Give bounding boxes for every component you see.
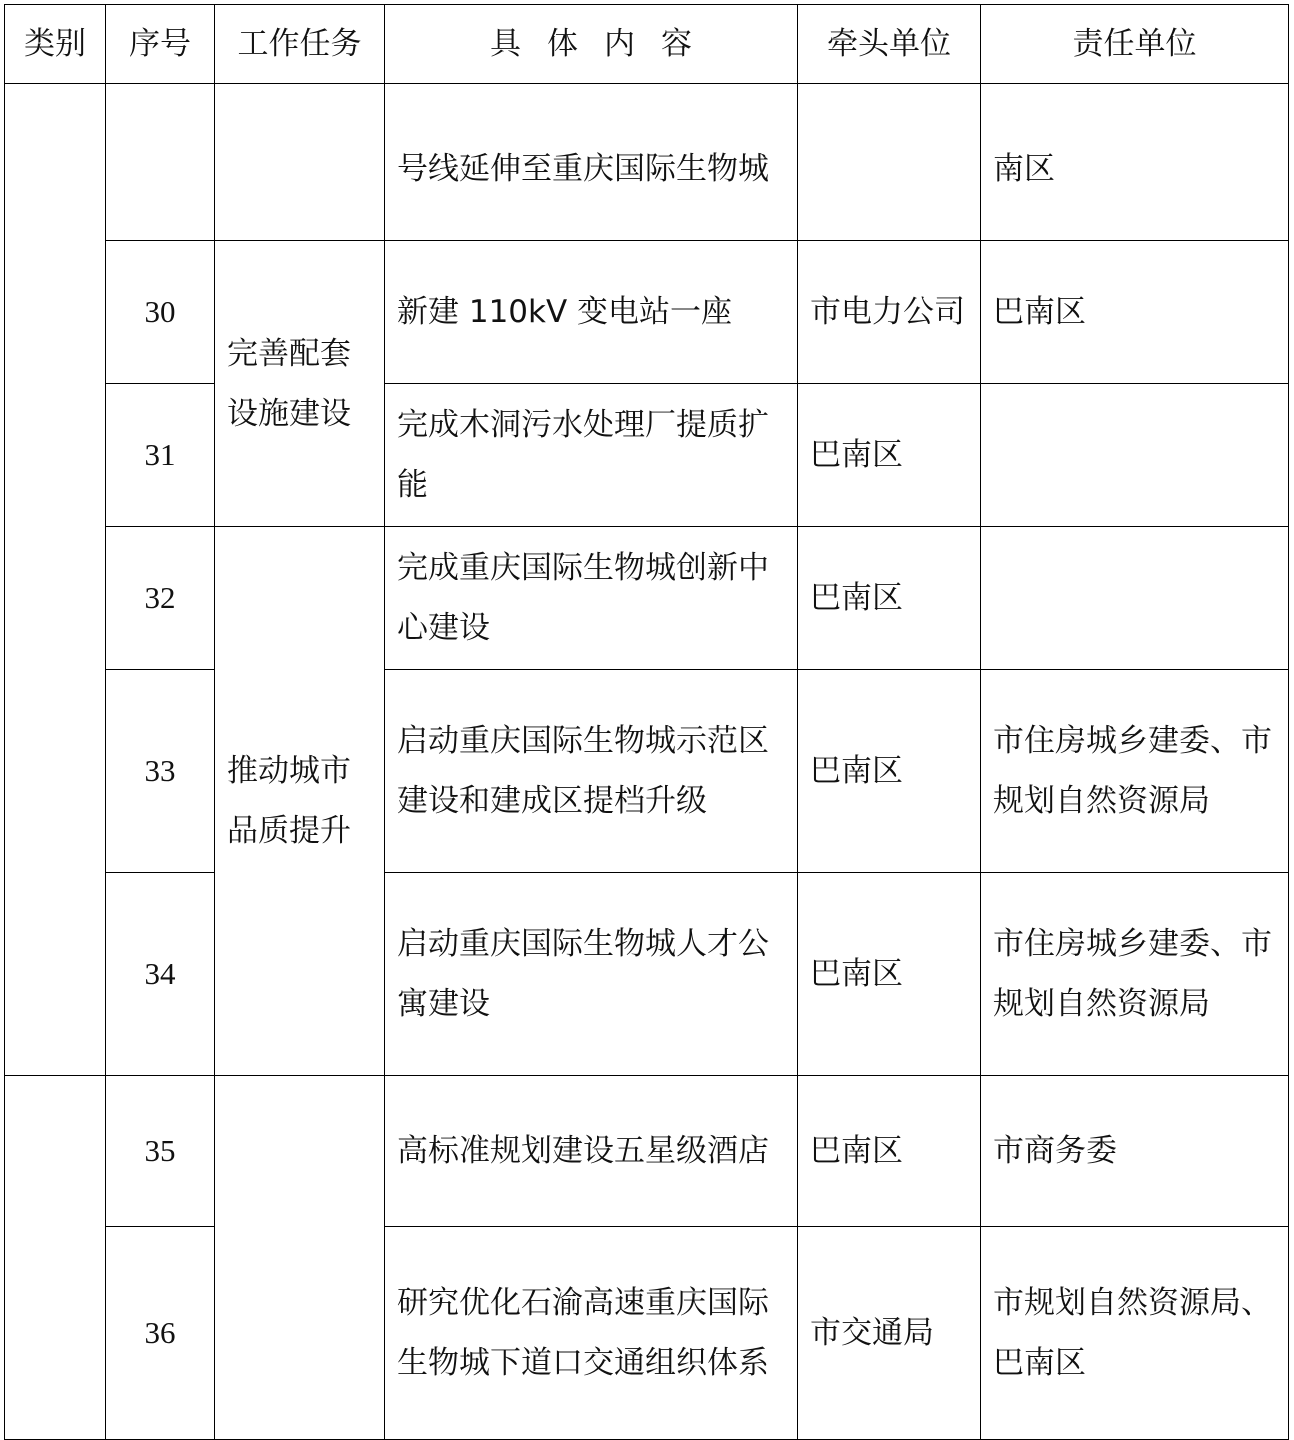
task-cell	[215, 1076, 385, 1440]
seq-cell: 31	[106, 384, 215, 527]
responsible-cell: 南区	[981, 84, 1289, 241]
content-cell: 研究优化石渝高速重庆国际生物城下道口交通组织体系	[385, 1227, 798, 1440]
seq-cell: 34	[106, 873, 215, 1076]
content-cell: 高标准规划建设五星级酒店	[385, 1076, 798, 1227]
content-cell: 号线延伸至重庆国际生物城	[385, 84, 798, 241]
category-cell	[5, 84, 106, 1076]
table-row	[5, 873, 1289, 1076]
table-row	[5, 241, 1289, 384]
table-row	[5, 1076, 1289, 1227]
table-row	[5, 84, 1289, 241]
lead-cell: 市电力公司	[798, 241, 981, 384]
responsible-cell	[981, 384, 1289, 527]
header-task: 工作任务	[215, 5, 385, 84]
header-seq: 序号	[106, 5, 215, 84]
content-cell: 启动重庆国际生物城人才公寓建设	[385, 873, 798, 1076]
seq-cell: 30	[106, 241, 215, 384]
table-row	[5, 670, 1289, 873]
header-content: 具体内容	[385, 5, 798, 84]
content-cell: 完成重庆国际生物城创新中心建设	[385, 527, 798, 670]
header-responsible: 责任单位	[981, 5, 1289, 84]
lead-cell: 巴南区	[798, 873, 981, 1076]
header-category: 类别	[5, 5, 106, 84]
lead-cell: 巴南区	[798, 527, 981, 670]
seq-cell	[106, 84, 215, 241]
task-cell: 推动城市品质提升	[215, 527, 385, 1076]
lead-cell: 巴南区	[798, 1076, 981, 1227]
responsible-cell: 市商务委	[981, 1076, 1289, 1227]
content-cell: 启动重庆国际生物城示范区建设和建成区提档升级	[385, 670, 798, 873]
seq-cell: 33	[106, 670, 215, 873]
lead-cell	[798, 84, 981, 241]
table-header-row	[5, 5, 1289, 84]
table-row	[5, 1227, 1289, 1440]
responsible-cell: 市规划自然资源局、巴南区	[981, 1227, 1289, 1440]
responsible-cell: 巴南区	[981, 241, 1289, 384]
lead-cell: 市交通局	[798, 1227, 981, 1440]
table-row	[5, 384, 1289, 527]
category-cell	[5, 1076, 106, 1440]
lead-cell: 巴南区	[798, 670, 981, 873]
seq-cell: 32	[106, 527, 215, 670]
task-cell: 完善配套设施建设	[215, 241, 385, 527]
responsible-cell	[981, 527, 1289, 670]
table-row	[5, 527, 1289, 670]
content-cell: 新建 110kV 变电站一座	[385, 241, 798, 384]
seq-cell: 35	[106, 1076, 215, 1227]
responsible-cell: 市住房城乡建委、市规划自然资源局	[981, 670, 1289, 873]
seq-cell: 36	[106, 1227, 215, 1440]
content-cell: 完成木洞污水处理厂提质扩能	[385, 384, 798, 527]
task-table	[4, 4, 1289, 1440]
task-cell	[215, 84, 385, 241]
responsible-cell: 市住房城乡建委、市规划自然资源局	[981, 873, 1289, 1076]
lead-cell: 巴南区	[798, 384, 981, 527]
header-lead: 牵头单位	[798, 5, 981, 84]
document-page	[4, 4, 1289, 1440]
